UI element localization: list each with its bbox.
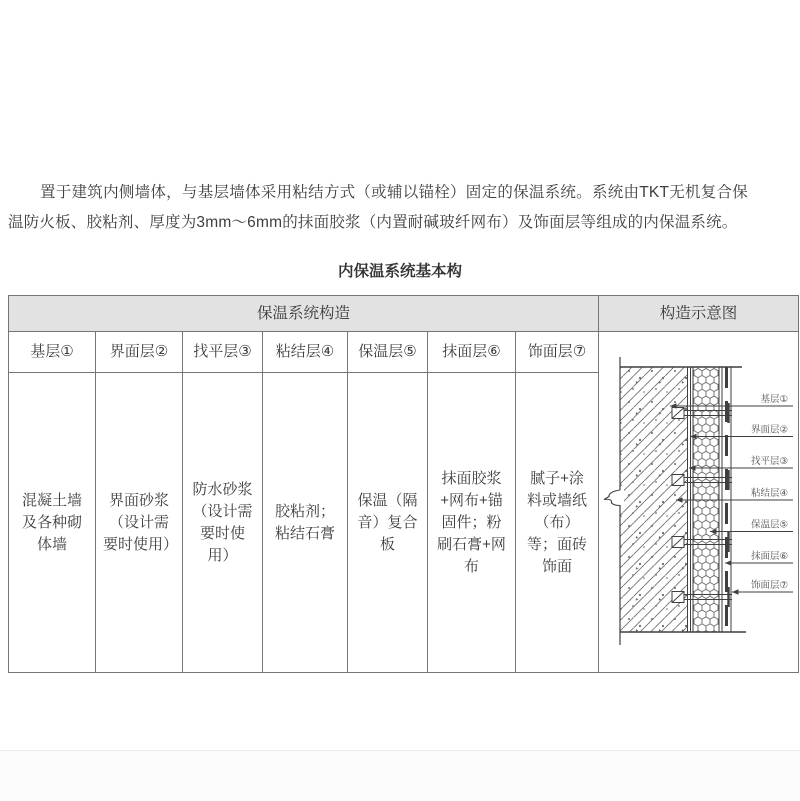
cell-render-layer: 抹面胶浆+网布+锚固件；粉刷石膏+网布 bbox=[428, 373, 516, 673]
diagram-label-base-layer: 基层① bbox=[760, 394, 788, 405]
col-header-insulation-layer: 保温层⑤ bbox=[348, 332, 428, 373]
col-header-bonding-layer: 粘结层④ bbox=[263, 332, 348, 373]
page-bottom-edge bbox=[0, 750, 800, 801]
table-title: 内保温系统基本构 bbox=[337, 263, 462, 280]
col-header-render-layer: 抹面层⑥ bbox=[428, 332, 516, 373]
cell-bonding-layer: 胶粘剂；粘结石膏 bbox=[263, 373, 348, 673]
diagram-label-insulation-layer: 保温层⑤ bbox=[750, 519, 788, 531]
col-header-finish-layer: 饰面层⑦ bbox=[516, 332, 599, 373]
diagram-label-interface-layer: 界面层② bbox=[750, 424, 788, 436]
cell-interface-layer: 界面砂浆（设计需要时使用） bbox=[96, 373, 183, 673]
construction-diagram-cell bbox=[599, 332, 799, 673]
col-header-base-layer: 基层① bbox=[9, 332, 96, 373]
group-header-schematic: 构造示意图 bbox=[599, 296, 799, 332]
table-subheader-row bbox=[9, 332, 799, 373]
diagram-label-leveling-layer: 找平层③ bbox=[750, 456, 788, 467]
table-group-header-row bbox=[9, 296, 799, 332]
diagram-label-render-layer: 抹面层⑥ bbox=[750, 551, 788, 562]
diagram-labels bbox=[751, 393, 788, 591]
cell-leveling-layer: 防水砂浆（设计需要时使用） bbox=[183, 373, 263, 673]
cell-finish-layer: 腻子+涂料或墙纸（布）等；面砖饰面 bbox=[516, 373, 599, 673]
intro-paragraph: 置于建筑内侧墙体，与基层墙体采用粘结方式（或辅以锚栓）固定的保温系统。系统由TKT无机复合保温防火板、胶粘剂、厚度为3mm～6mm的抹面胶浆（内置耐碱玻纤网布）及饰面层等组成的内保温系统。 bbox=[8, 183, 748, 231]
diagram-label-finish-layer: 饰面层⑦ bbox=[750, 580, 788, 591]
col-header-leveling-layer: 找平层③ bbox=[183, 332, 263, 373]
col-header-interface-layer: 界面层② bbox=[96, 332, 183, 373]
cell-base-layer: 混凝土墙及各种砌体墙 bbox=[9, 373, 96, 673]
insulation-system-table bbox=[8, 295, 799, 673]
diagram-label-bonding-layer: 粘结层④ bbox=[750, 488, 788, 499]
break-symbol bbox=[604, 490, 624, 506]
construction-diagram bbox=[602, 334, 795, 670]
cell-insulation-layer: 保温（隔音）复合板 bbox=[348, 373, 428, 673]
group-header-system-construction: 保温系统构造 bbox=[9, 296, 599, 332]
